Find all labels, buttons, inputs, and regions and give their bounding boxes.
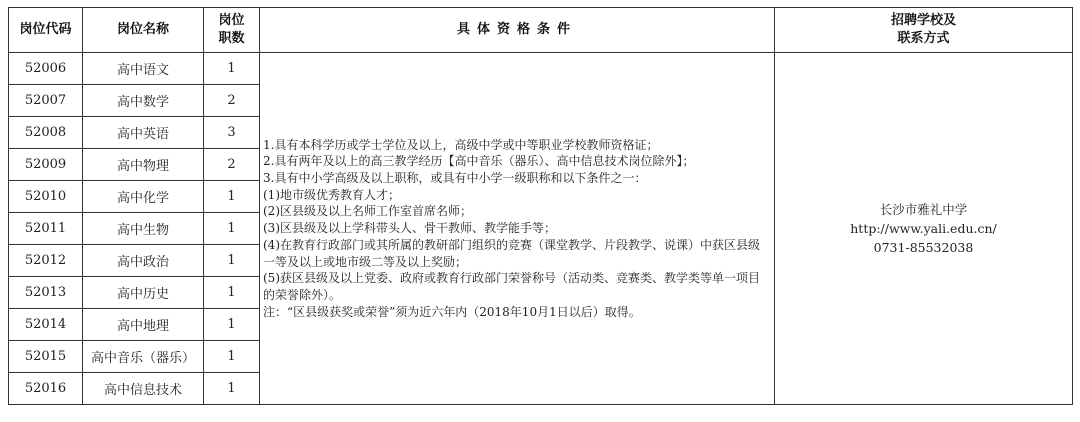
position-count: 1 — [204, 373, 260, 405]
school-name: 长沙市雅礼中学 — [879, 202, 968, 217]
position-count: 1 — [204, 277, 260, 309]
header-count — [204, 8, 260, 53]
position-name: 高中生物 — [83, 213, 204, 245]
header-contact-line1: 招聘学校及 — [890, 13, 956, 28]
position-code: 52013 — [9, 277, 83, 309]
position-code: 52015 — [9, 341, 83, 373]
position-code: 52014 — [9, 309, 83, 341]
header-requirements: 具体资格条件 — [260, 8, 775, 53]
position-count: 3 — [204, 117, 260, 149]
requirement-item: 1.具有本科学历或学士学位及以上，高级中学或中等职业学校教师资格证； — [263, 137, 659, 152]
position-name: 高中政治 — [83, 245, 204, 277]
position-count: 1 — [204, 213, 260, 245]
position-name: 高中地理 — [83, 309, 204, 341]
position-count: 1 — [204, 245, 260, 277]
requirement-note: 注：“区县级获奖或荣誉”须为近六年内（2018年10月1日以后）取得。 — [263, 304, 641, 319]
position-count: 2 — [204, 85, 260, 117]
header-count-line1: 岗位 — [218, 13, 245, 28]
position-code: 52009 — [9, 149, 83, 181]
position-name: 高中英语 — [83, 117, 204, 149]
position-name: 高中语文 — [83, 53, 204, 85]
position-code: 52006 — [9, 53, 83, 85]
position-code: 52007 — [9, 85, 83, 117]
header-name: 岗位名称 — [83, 8, 204, 53]
position-count: 1 — [204, 341, 260, 373]
position-name: 高中历史 — [83, 277, 204, 309]
requirements-cell — [260, 53, 775, 405]
position-name: 高中物理 — [83, 149, 204, 181]
header-count-line2: 职数 — [218, 31, 245, 46]
table-row — [9, 53, 1073, 85]
position-name: 高中音乐（器乐） — [83, 341, 204, 373]
position-code: 52012 — [9, 245, 83, 277]
requirement-item: 3.具有中小学高级及以上职称，或具有中小学一级职称和以下条件之一： — [263, 171, 647, 186]
requirement-item: (2)区县级及以上名师工作室首席名师； — [263, 204, 472, 219]
position-code: 52016 — [9, 373, 83, 405]
position-code: 52008 — [9, 117, 83, 149]
position-count: 1 — [204, 309, 260, 341]
contact-cell — [775, 53, 1073, 405]
table-header-row — [9, 8, 1073, 53]
position-name: 高中信息技术 — [83, 373, 204, 405]
requirement-item: (3)区县级及以上学科带头人、骨干教师、教学能手等； — [263, 221, 557, 236]
header-contact — [775, 8, 1073, 53]
requirement-item: 2.具有两年及以上的高三教学经历【高中音乐（器乐）、高中信息技术岗位除外】； — [263, 154, 695, 169]
school-website: http://www.yali.edu.cn/ — [850, 221, 997, 236]
position-count: 2 — [204, 149, 260, 181]
recruitment-table-wrapper — [8, 7, 1073, 405]
position-name: 高中数学 — [83, 85, 204, 117]
position-code: 52010 — [9, 181, 83, 213]
requirement-item: (1)地市级优秀教育人才； — [263, 187, 400, 202]
position-count: 1 — [204, 181, 260, 213]
requirement-item: (5)获区县级及以上党委、政府或教育行政部门荣誉称号（活动类、竞赛类、教学类等单一项目的荣誉除外）。 — [263, 271, 761, 302]
recruitment-table — [8, 7, 1073, 405]
position-count: 1 — [204, 53, 260, 85]
requirement-item: (4)在教育行政部门或其所属的教研部门组织的竞赛（课堂教学、片段教学、说课）中获区县级一等及以上或地市级二等及以上奖励； — [263, 237, 761, 269]
school-phone: 0731-85532038 — [873, 240, 974, 255]
header-code: 岗位代码 — [9, 8, 83, 53]
position-name: 高中化学 — [83, 181, 204, 213]
position-code: 52011 — [9, 213, 83, 245]
header-contact-line2: 联系方式 — [897, 31, 950, 46]
